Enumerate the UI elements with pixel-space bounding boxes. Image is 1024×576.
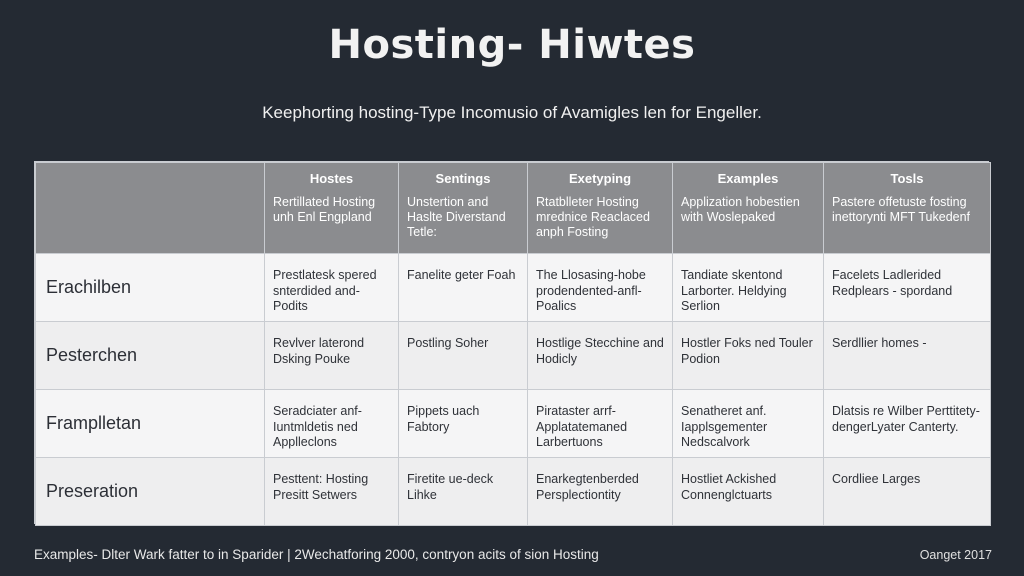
- hosting-table: [34, 161, 989, 524]
- footer-date: Oanget 2017: [919, 548, 992, 562]
- column-title: Examples: [717, 171, 779, 186]
- column-title: Sentings: [435, 171, 491, 186]
- row-label: Pesterchen: [36, 322, 265, 390]
- table-cell: Enarkegtenberded Persplectiontity: [528, 458, 673, 526]
- table-header-row: [36, 163, 991, 254]
- table-row: [36, 390, 991, 458]
- table-row: [36, 458, 991, 526]
- column-description: Rertillated Hosting unh Enl Engpland: [273, 195, 376, 224]
- table-row: [36, 322, 991, 390]
- table-cell: Pesttent: Hosting Presitt Setwers: [265, 458, 399, 526]
- row-label: Erachilben: [36, 254, 265, 322]
- hosting-table-grid: [35, 162, 991, 526]
- row-label: Framplletan: [36, 390, 265, 458]
- table-cell: Prestlatesk spered snterdided and- Podits: [265, 254, 399, 322]
- table-cell: The Llosasing-hobe prodendented-anfl- Poalics: [528, 254, 673, 322]
- header-cell-corner: [36, 163, 265, 254]
- column-description: Applization hobestien with Woslepaked: [681, 195, 800, 224]
- table-cell: Tandiate skentond Larborter. Heldying Serlion: [673, 254, 824, 322]
- column-description: Pastere offetuste fosting inettorynti MFT Tukedenf: [832, 195, 971, 224]
- table-cell: Seradciater anf- Iuntmldetis ned Applleclons: [265, 390, 399, 458]
- column-title: Exetyping: [568, 171, 632, 186]
- header-cell-tosls: [824, 163, 991, 254]
- footer-note: Examples- Dlter Wark fatter to in Sparider | 2Wechatforing 2000, contryon acits of sion Hosting: [34, 547, 599, 562]
- table-cell: Dlatsis re Wilber Perttitety-dengerLyater Canterty.: [824, 390, 991, 458]
- table-cell: Hostler Foks ned Touler Podion: [673, 322, 824, 390]
- column-description: Rtatblleter Hosting mrednice Reaclaced anph Fosting: [536, 195, 650, 239]
- row-label: Preseration: [36, 458, 265, 526]
- table-cell: Postling Soher: [399, 322, 528, 390]
- column-title: Hostes: [309, 171, 354, 186]
- table-cell: Facelets Ladlerided Redplears - spordand: [824, 254, 991, 322]
- table-row: [36, 254, 991, 322]
- slide-title: Hosting- Hiwtes: [328, 22, 696, 68]
- table-cell: Fanelite geter Foah: [399, 254, 528, 322]
- header-cell-exetyping: [528, 163, 673, 254]
- header-cell-hostes: [265, 163, 399, 254]
- table-cell: Revlver laterond Dsking Pouke: [265, 322, 399, 390]
- header-cell-sentings: [399, 163, 528, 254]
- header-cell-examples: [673, 163, 824, 254]
- table-cell: Cordliee Larges: [824, 458, 991, 526]
- table-cell: Senatheret anf. Iapplsgementer Nedscalvork: [673, 390, 824, 458]
- column-title: Tosls: [890, 171, 924, 186]
- slide-subtitle: Keephorting hosting-Type Incomusio of Avamigles len for Engeller.: [262, 103, 762, 122]
- table-cell: Pippets uach Fabtory: [399, 390, 528, 458]
- table-cell: Firetite ue-deck Lihke: [399, 458, 528, 526]
- table-cell: Serdllier homes -: [824, 322, 991, 390]
- table-cell: Hostliet Ackished Connenglctuarts: [673, 458, 824, 526]
- column-description: Unstertion and Haslte Diverstand Tetle:: [407, 195, 506, 239]
- table-cell: Hostlige Stecchine and Hodicly: [528, 322, 673, 390]
- table-cell: Pirataster arrf- Applatatemaned Larbertuons: [528, 390, 673, 458]
